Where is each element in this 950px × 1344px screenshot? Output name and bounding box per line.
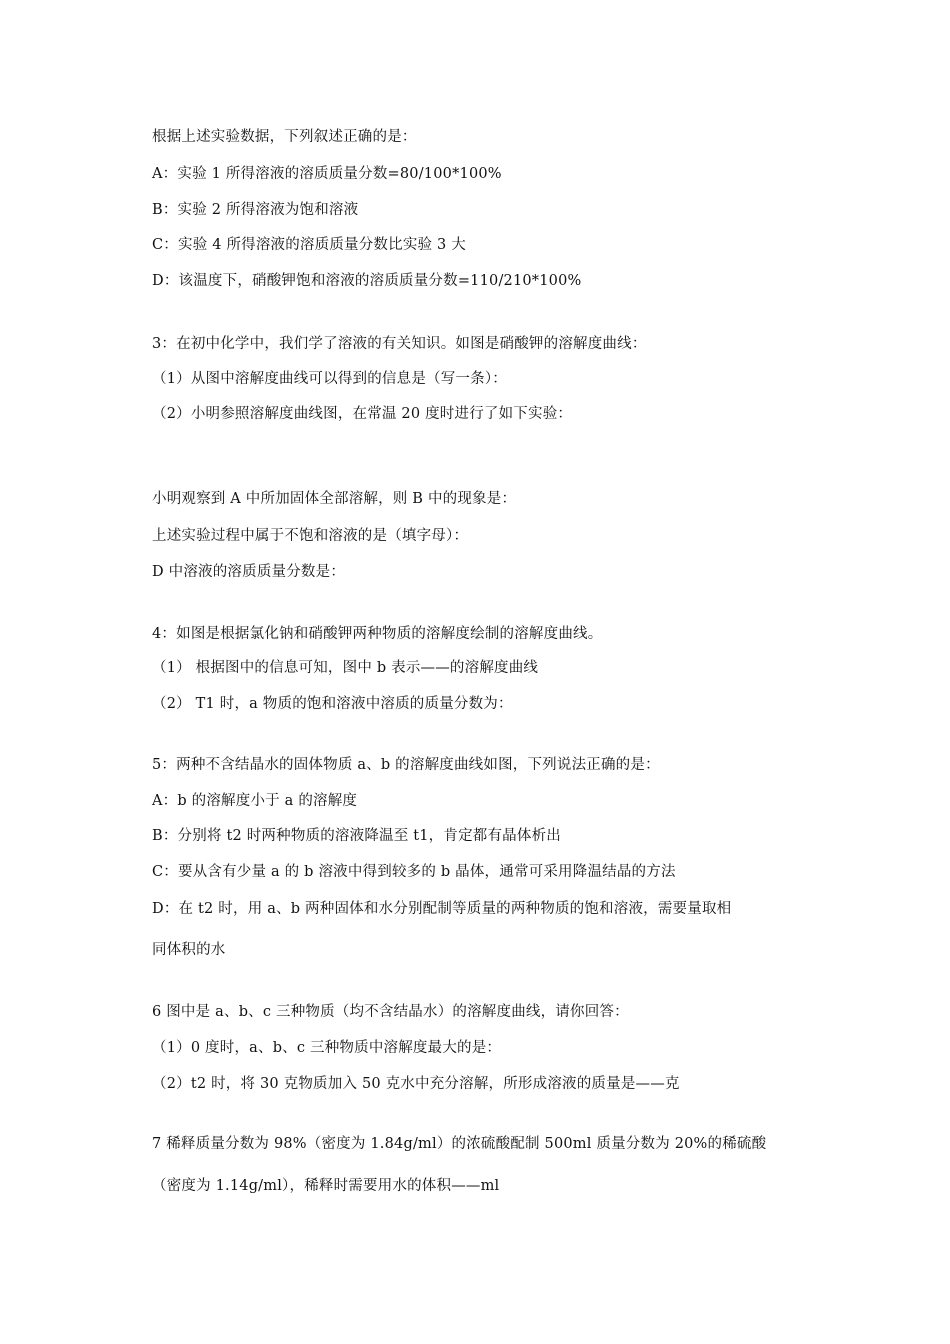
q3-part2: （2）小明参照溶解度曲线图，在常温 20 度时进行了如下实验： bbox=[152, 406, 573, 422]
q2-option-a: A：实验 1 所得溶液的溶质质量分数=80/100*100% bbox=[152, 166, 502, 182]
q6-stem: 6 图中是 a、b、c 三种物质（均不含结晶水）的溶解度曲线，请你回答： bbox=[152, 1004, 629, 1020]
q5-stem: 5：两种不含结晶水的固体物质 a、b 的溶解度曲线如图，下列说法正确的是： bbox=[152, 757, 660, 773]
q6-part2: （2）t2 时，将 30 克物质加入 50 克水中充分溶解，所形成溶液的质量是——克 bbox=[152, 1076, 680, 1092]
q3-part1: （1）从图中溶解度曲线可以得到的信息是（写一条）： bbox=[152, 371, 507, 387]
q5-option-c: C：要从含有少量 a 的 b 溶液中得到较多的 b 晶体，通常可采用降温结晶的方法 bbox=[152, 864, 676, 880]
q4-part1: （1） 根据图中的信息可知，图中 b 表示——的溶解度曲线 bbox=[152, 660, 539, 676]
q4-part2: （2） T1 时，a 物质的饱和溶液中溶质的质量分数为： bbox=[152, 696, 513, 712]
q2-stem: 根据上述实验数据，下列叙述正确的是： bbox=[152, 129, 417, 145]
q3-stem: 3：在初中化学中，我们学了溶液的有关知识。如图是硝酸钾的溶解度曲线： bbox=[152, 336, 647, 352]
q2-option-c: C：实验 4 所得溶液的溶质质量分数比实验 3 大 bbox=[152, 237, 466, 253]
q3-part4: 上述实验过程中属于不饱和溶液的是（填字母）： bbox=[152, 528, 469, 544]
q2-option-d: D：该温度下，硝酸钾饱和溶液的溶质质量分数=110/210*100% bbox=[152, 273, 582, 289]
q3-part5: D 中溶液的溶质质量分数是： bbox=[152, 564, 346, 580]
q2-option-b: B：实验 2 所得溶液为饱和溶液 bbox=[152, 202, 359, 218]
q5-option-a: A：b 的溶解度小于 a 的溶解度 bbox=[152, 793, 358, 809]
q7-line1: 7 稀释质量分数为 98%（密度为 1.84g/ml）的浓硫酸配制 500ml 质量分数为 20%的稀硫酸 bbox=[152, 1136, 767, 1152]
q3-part3: 小明观察到 A 中所加固体全部溶解，则 B 中的现象是： bbox=[152, 491, 517, 507]
q4-stem: 4：如图是根据氯化钠和硝酸钾两种物质的溶解度绘制的溶解度曲线。 bbox=[152, 626, 603, 642]
q5-option-d-line1: D：在 t2 时，用 a、b 两种固体和水分别配制等质量的两种物质的饱和溶液，需要量取相 bbox=[152, 901, 732, 917]
q6-part1: （1）0 度时，a、b、c 三种物质中溶解度最大的是： bbox=[152, 1040, 502, 1056]
q5-option-d-line2: 同体积的水 bbox=[152, 942, 226, 958]
q5-option-b: B：分别将 t2 时两种物质的溶液降温至 t1，肯定都有晶体析出 bbox=[152, 828, 561, 844]
q7-line2: （密度为 1.14g/ml），稀释时需要用水的体积——ml bbox=[152, 1178, 500, 1194]
